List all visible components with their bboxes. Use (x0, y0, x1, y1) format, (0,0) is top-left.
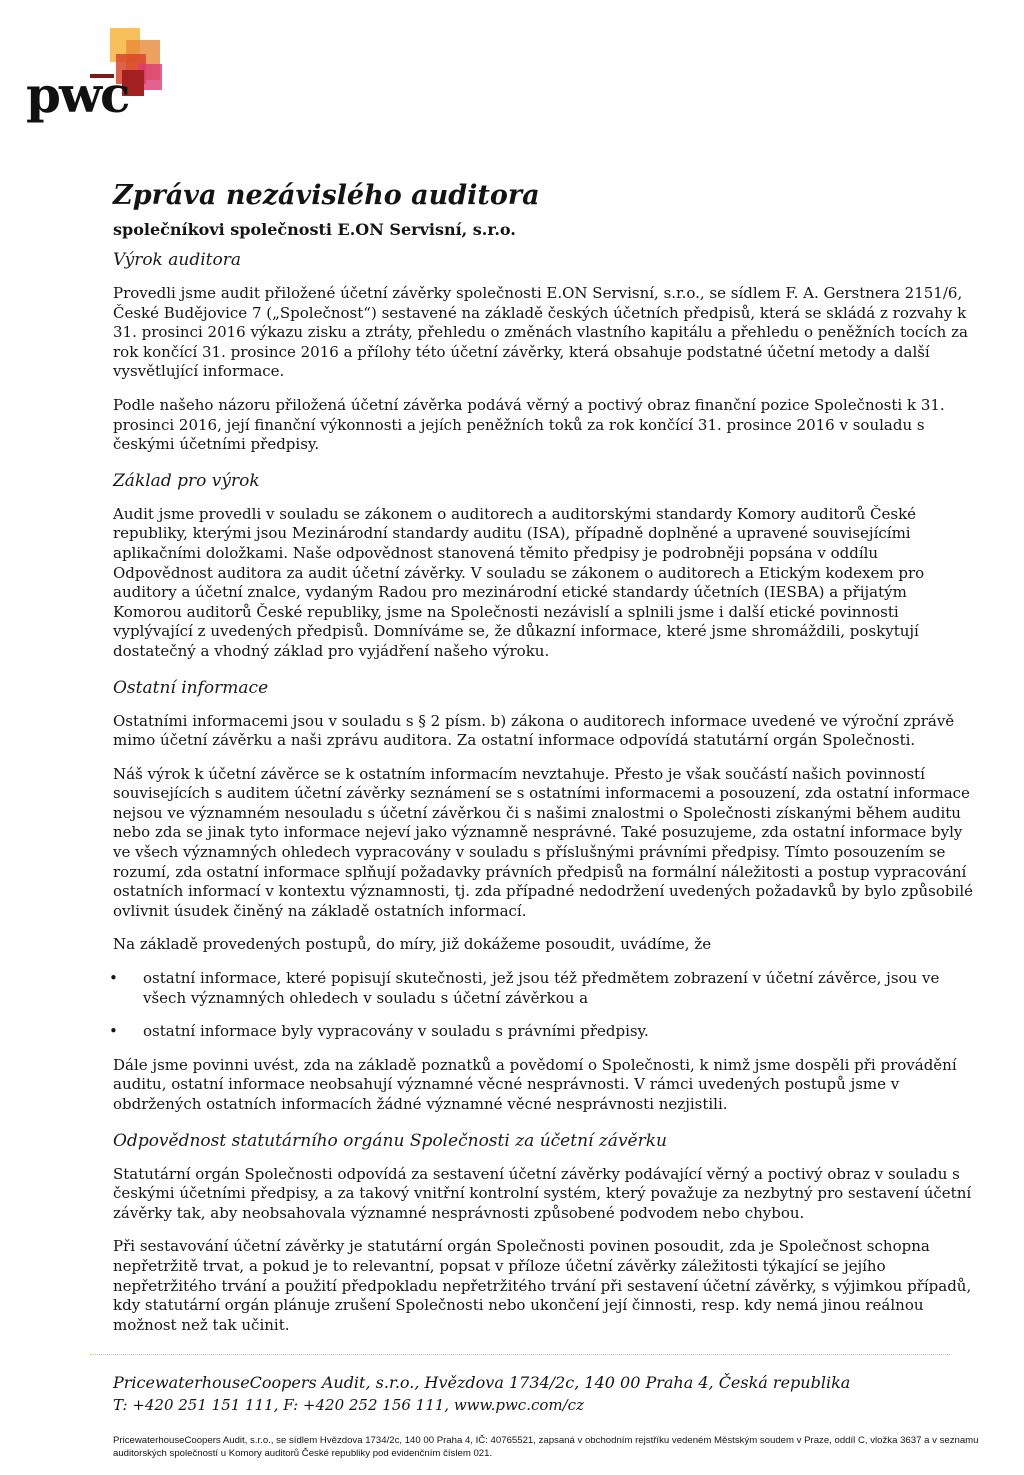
footer (113, 1372, 983, 1460)
list-item (109, 969, 973, 1008)
paragraph: Náš výrok k účetní závěrce se k ostatním informacím nevztahuje. Přesto je však součástí našich povinností souvisejících s auditem účetní závěrky seznámení se s ostatními informacemi a posouzení, zda ostatní informace nejsou ve významném nesouladu s účetní závěrkou či s našimi znalostmi o Společnosti získanými během auditu nebo zda se jinak tyto informace nejeví jako významně nesprávné. Také posuzujeme, zda ostatní informace byly ve všech významných ohledech vypracovány v souladu s příslušnými právními předpisy. Tímto posouzením se rozumí, zda ostatní informace splňují požadavky právních předpisů na formální náležitosti a postup vypracování ostatních informací v kontextu významnosti, tj. zda případné nedodržení uvedených požadavků by bylo způsobilé ovlivnit úsudek činěný na základě ostatních informací. (113, 764, 973, 920)
pwc-logo (26, 26, 166, 126)
paragraph: Audit jsme provedli v souladu se zákonem o auditorech a auditorskými standardy Komory auditorů České republiky, kterými jsou Mezinárodní standardy auditu (ISA), případně doplněné a upravené souvisejícími aplikačními doložkami. Naše odpovědnost stanovená těmito předpisy je podrobněji popsána v oddílu Odpovědnost auditora za audit účetní závěrky. V souladu se zákonem o auditorech a Etickým kodexem pro auditory a účetní znalce, vydaným Radou pro mezinárodní etické standardy účetních (IESBA) a přijatým Komorou auditorů České republiky, jsme na Společnosti nezávislí a splnili jsme i další etické povinnosti vyplývající z uvedených předpisů. Domníváme se, že důkazní informace, které jsme shromáždili, poskytují dostatečný a vhodný základ pro vyjádření našeho výroku. (113, 504, 925, 660)
footer-contact: T: +420 251 151 111, F: +420 252 156 111, www.pwc.com/cz (113, 1396, 584, 1414)
paragraph: Dále jsme povinni uvést, zda na základě poznatků a povědomí o Společnosti, k nimž jsme dospěli při provádění auditu, ostatní informace neobsahují významné věcné nesprávnosti. V rámci uvedených postupů jsme v obdržených ostatních informacích žádné významné věcné nesprávnosti nezjistili. (113, 1055, 957, 1113)
page-title: Zpráva nezávislého auditora (113, 180, 540, 211)
section-heading-ostatni-informace: Ostatní informace (113, 677, 269, 698)
paragraph: Při sestavování účetní závěrky je statutární orgán Společnosti povinen posoudit, zda je Společnost schopna nepřetržitě trvat, a pokud je to relevantní, popsat v příloze účetní závěrky záležitosti týkající se jejího nepřetržitého trvání a použití předpokladu nepřetržitého trvání při sestavení účetní závěrky, s výjimkou případů, kdy statutární orgán plánuje zrušení Společnosti nebo ukončení její činnosti, resp. kdy nemá jinou reálnou možnost než tak učinit. (113, 1237, 972, 1334)
logo-wordmark: pwc (26, 65, 129, 124)
footer-divider (90, 1354, 950, 1355)
bullet-icon: • (109, 1022, 118, 1041)
paragraph: Provedli jsme audit přiložené účetní závěrky společnosti E.ON Servisní, s.r.o., se sídlem F. A. Gerstnera 2151/6, České Budějovice 7 („Společnost“) sestavené na základě českých účetních předpisů, která se skládá z rozvahy k 31. prosinci 2016 výkazu zisku a ztráty, přehledu o změnách vlastního kapitálu a přehledu o peněžních tocích za rok končící 31. prosince 2016 a přílohy této účetní závěrky, která obsahuje podstatné účetní metody a další vysvětlující informace. (113, 284, 968, 381)
page-subtitle: společníkovi společnosti E.ON Servisní, s.r.o. (113, 220, 516, 239)
paragraph: Statutární orgán Společnosti odpovídá za sestavení účetní závěrky podávající věrný a poctivý obraz v souladu s českými účetními předpisy, a za takový vnitřní kontrolní systém, který považuje za nezbytný pro sestavení účetní závěrky tak, aby neobsahovala významné nesprávnosti způsobené podvodem nebo chybou. (113, 1164, 972, 1222)
section-heading-odpovednost: Odpovědnost statutárního orgánu Společnosti za účetní závěrku (113, 1130, 667, 1151)
footer-address: PricewaterhouseCoopers Audit, s.r.o., Hvězdova 1734/2c, 140 00 Praha 4, Česká republika (113, 1373, 851, 1392)
list-item-text: ostatní informace, které popisují skutečnosti, jež jsou též předmětem zobrazení v účetní závěrce, jsou ve všech významných ohledech v souladu s účetní závěrkou a (143, 969, 940, 1007)
section-heading-zaklad: Základ pro výrok (113, 470, 260, 491)
bullet-list (109, 969, 973, 1042)
paragraph: Na základě provedených postupů, do míry, již dokážeme posoudit, uvádíme, že (113, 935, 712, 954)
list-item (109, 1022, 973, 1042)
footer-legal: PricewaterhouseCoopers Audit, s.r.o., se sídlem Hvězdova 1734/2c, 140 00 Praha 4, IČ: 40765521, zapsaná v obchodním rejstříku vedeném Městským soudem v Praze, oddíl C, vložka 3637 a v seznamu auditorských společností u Komory auditorů České republiky pod evidenčním číslem 021. (113, 1435, 979, 1459)
list-item-text: ostatní informace byly vypracovány v souladu s právními předpisy. (143, 1022, 649, 1041)
report-body (109, 176, 973, 1349)
bullet-icon: • (109, 969, 118, 988)
section-heading-vyrok: Výrok auditora (113, 250, 241, 270)
paragraph: Ostatními informacemi jsou v souladu s § 2 písm. b) zákona o auditorech informace uvedené ve výroční zprávě mimo účetní závěrku a naši zprávu auditora. Za ostatní informace odpovídá statutární orgán Společnosti. (113, 711, 955, 750)
paragraph: Podle našeho názoru přiložená účetní závěrka podává věrný a poctivý obraz finanční pozice Společnosti k 31. prosinci 2016, její finanční výkonnosti a jejích peněžních toků za rok končící 31. prosince 2016 v souladu s českými účetními předpisy. (113, 395, 945, 454)
